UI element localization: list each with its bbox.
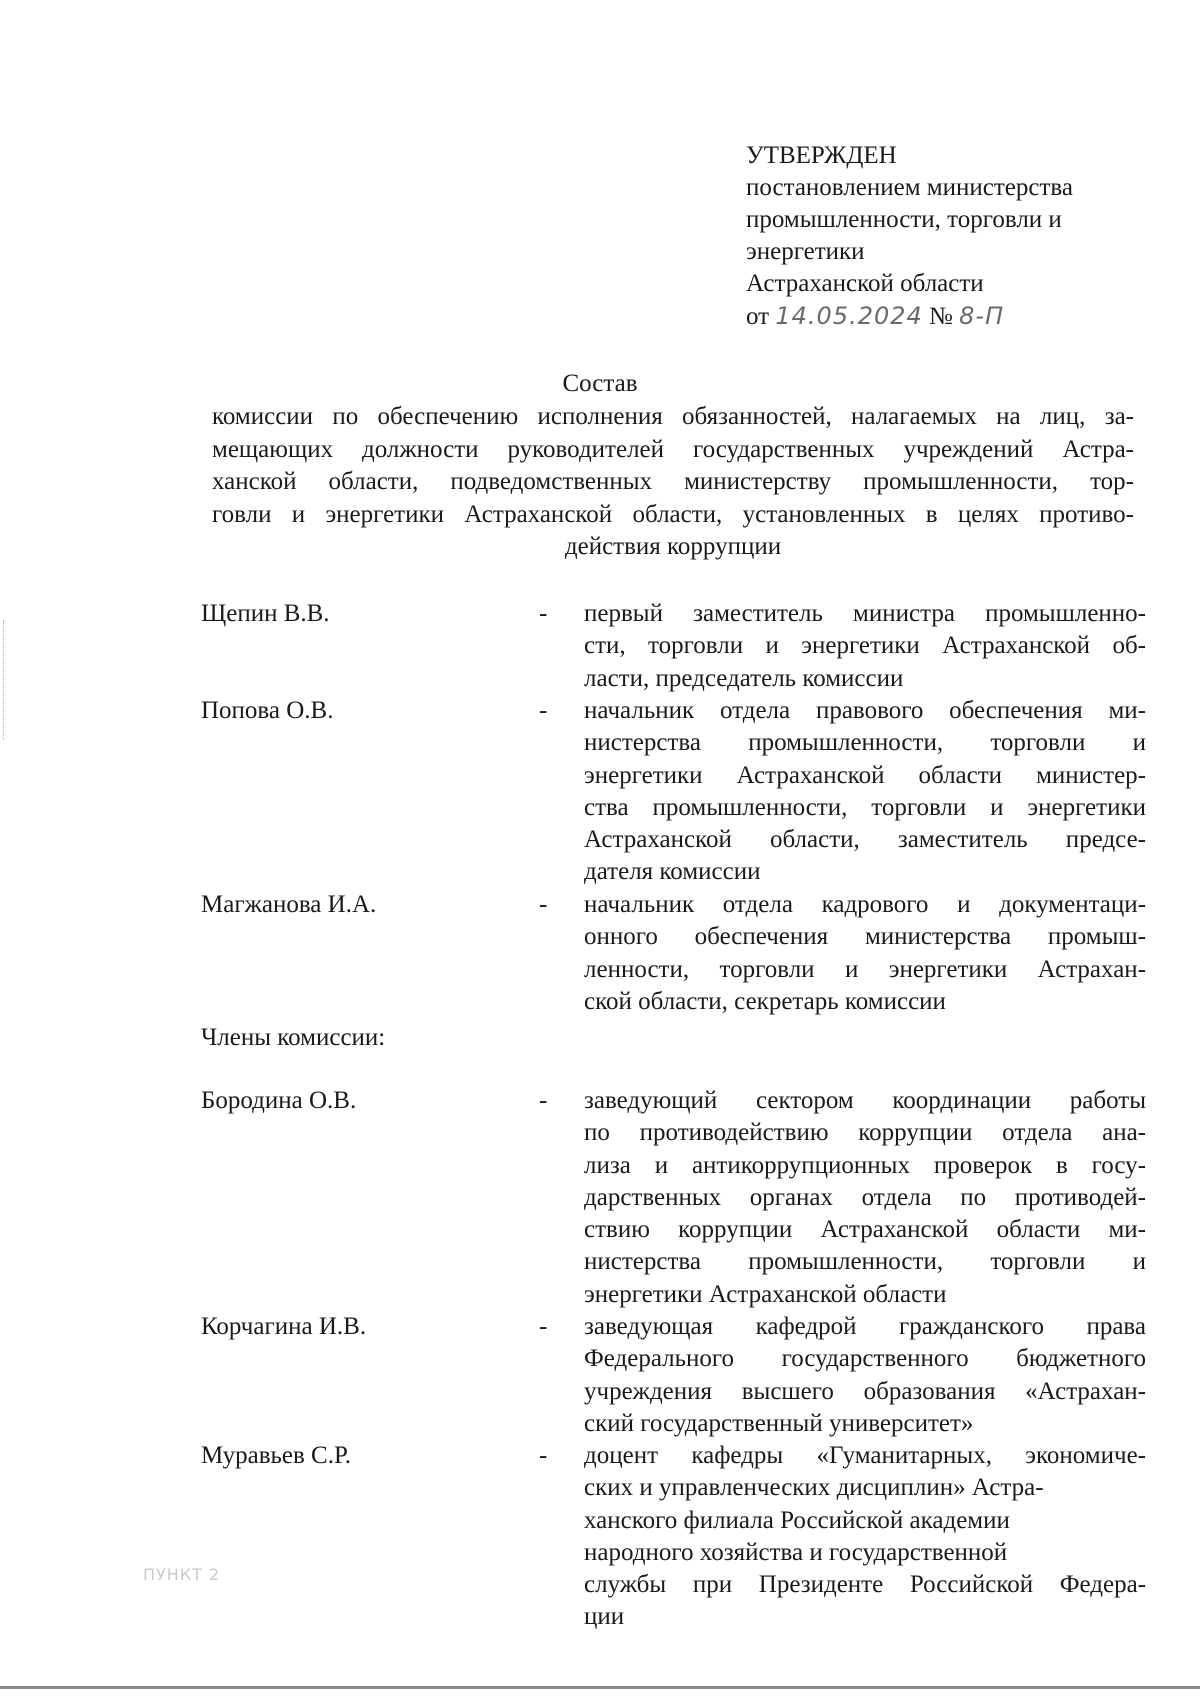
scan-edge-marks xyxy=(3,620,6,740)
member-position: заведующий сектором координации работы по противодействию коррупции отдела ана- лиза и антикоррупционных проверок в госу- дарственных органах отдела по противодей- ствию коррупции Астраханской области ми- нистерства промышленности, торговли и энергетики Астраханской области xyxy=(584,1087,1146,1308)
member-position: первый заместитель министра промышленно- сти, торговли и энергетики Астраханской об- ласти, председатель комиссии xyxy=(584,600,1146,692)
approval-line: промышленности, торговли и xyxy=(746,206,1062,233)
member-name: Корчагина И.В. xyxy=(201,1313,367,1340)
approval-date-line xyxy=(746,300,1146,333)
handwritten-date: 14.05.2024 xyxy=(775,302,923,330)
member-name: Магжанова И.А. xyxy=(201,891,377,918)
subtitle-line: ханской области, подведомственных министерству промышленности, тор- xyxy=(212,468,1134,495)
member-name: Бородина О.В. xyxy=(201,1087,357,1114)
member-position: доцент кафедры «Гуманитарных, экономиче- ских и управленческих дисциплин» Астра- ханского филиала Российской академии народного хозяйства и государственной службы при Президенте Российской Федера- ции xyxy=(584,1442,1146,1631)
subtitle-line: мещающих должности руководителей государственных учреждений Астра- xyxy=(212,435,1134,463)
member-position: заведующая кафедрой гражданского права Федерального государственного бюджетного учреждения высшего образования «Астрахан- ский государственный университет» xyxy=(584,1313,1146,1437)
member-name: Щепин В.В. xyxy=(201,600,330,627)
member-position: начальник отдела правового обеспечения ми- нистерства промышленности, торговли и энергетики Астраханской области министер- ства промышленности, торговли и энергетики Астраханской области, заместитель предсе- дателя комиссии xyxy=(584,697,1146,886)
handwritten-number: 8-П xyxy=(959,302,1005,330)
faded-stamp: ПУНКТ 2 xyxy=(143,1565,221,1584)
member-name: Муравьев С.Р. xyxy=(201,1442,352,1469)
approval-line: Астраханской области xyxy=(746,270,984,297)
subtitle-line: комиссии по обеспечению исполнения обязанностей, налагаемых на лиц, за- xyxy=(212,403,1134,430)
scan-bottom-edge xyxy=(0,1686,1200,1689)
number-prefix: № xyxy=(929,303,953,330)
dash-separator: - xyxy=(539,1087,548,1114)
approval-line: постановлением министерства xyxy=(746,174,1073,201)
dash-separator: - xyxy=(539,1313,548,1340)
document-subtitle xyxy=(212,401,1134,564)
dash-separator: - xyxy=(539,1442,548,1469)
member-name: Попова О.В. xyxy=(201,697,334,724)
subtitle-line: действия коррупции xyxy=(564,533,782,560)
subtitle-line: говли и энергетики Астраханской области, установленных в целях противо- xyxy=(212,500,1134,528)
member-position: начальник отдела кадрового и документаци- онного обеспечения министерства промыш- ленности, торговли и энергетики Астрахан- ской области, секретарь комиссии xyxy=(584,891,1146,1015)
from-prefix: от xyxy=(746,303,770,330)
document-title: Состав xyxy=(562,370,638,397)
dash-separator: - xyxy=(539,891,548,918)
members-header: Члены комиссии: xyxy=(201,1024,386,1051)
approval-block xyxy=(746,140,1146,333)
approval-line: энергетики xyxy=(746,238,865,265)
dash-separator: - xyxy=(539,600,548,627)
dash-separator: - xyxy=(539,697,548,724)
approval-heading: УТВЕРЖДЕН xyxy=(746,142,897,169)
